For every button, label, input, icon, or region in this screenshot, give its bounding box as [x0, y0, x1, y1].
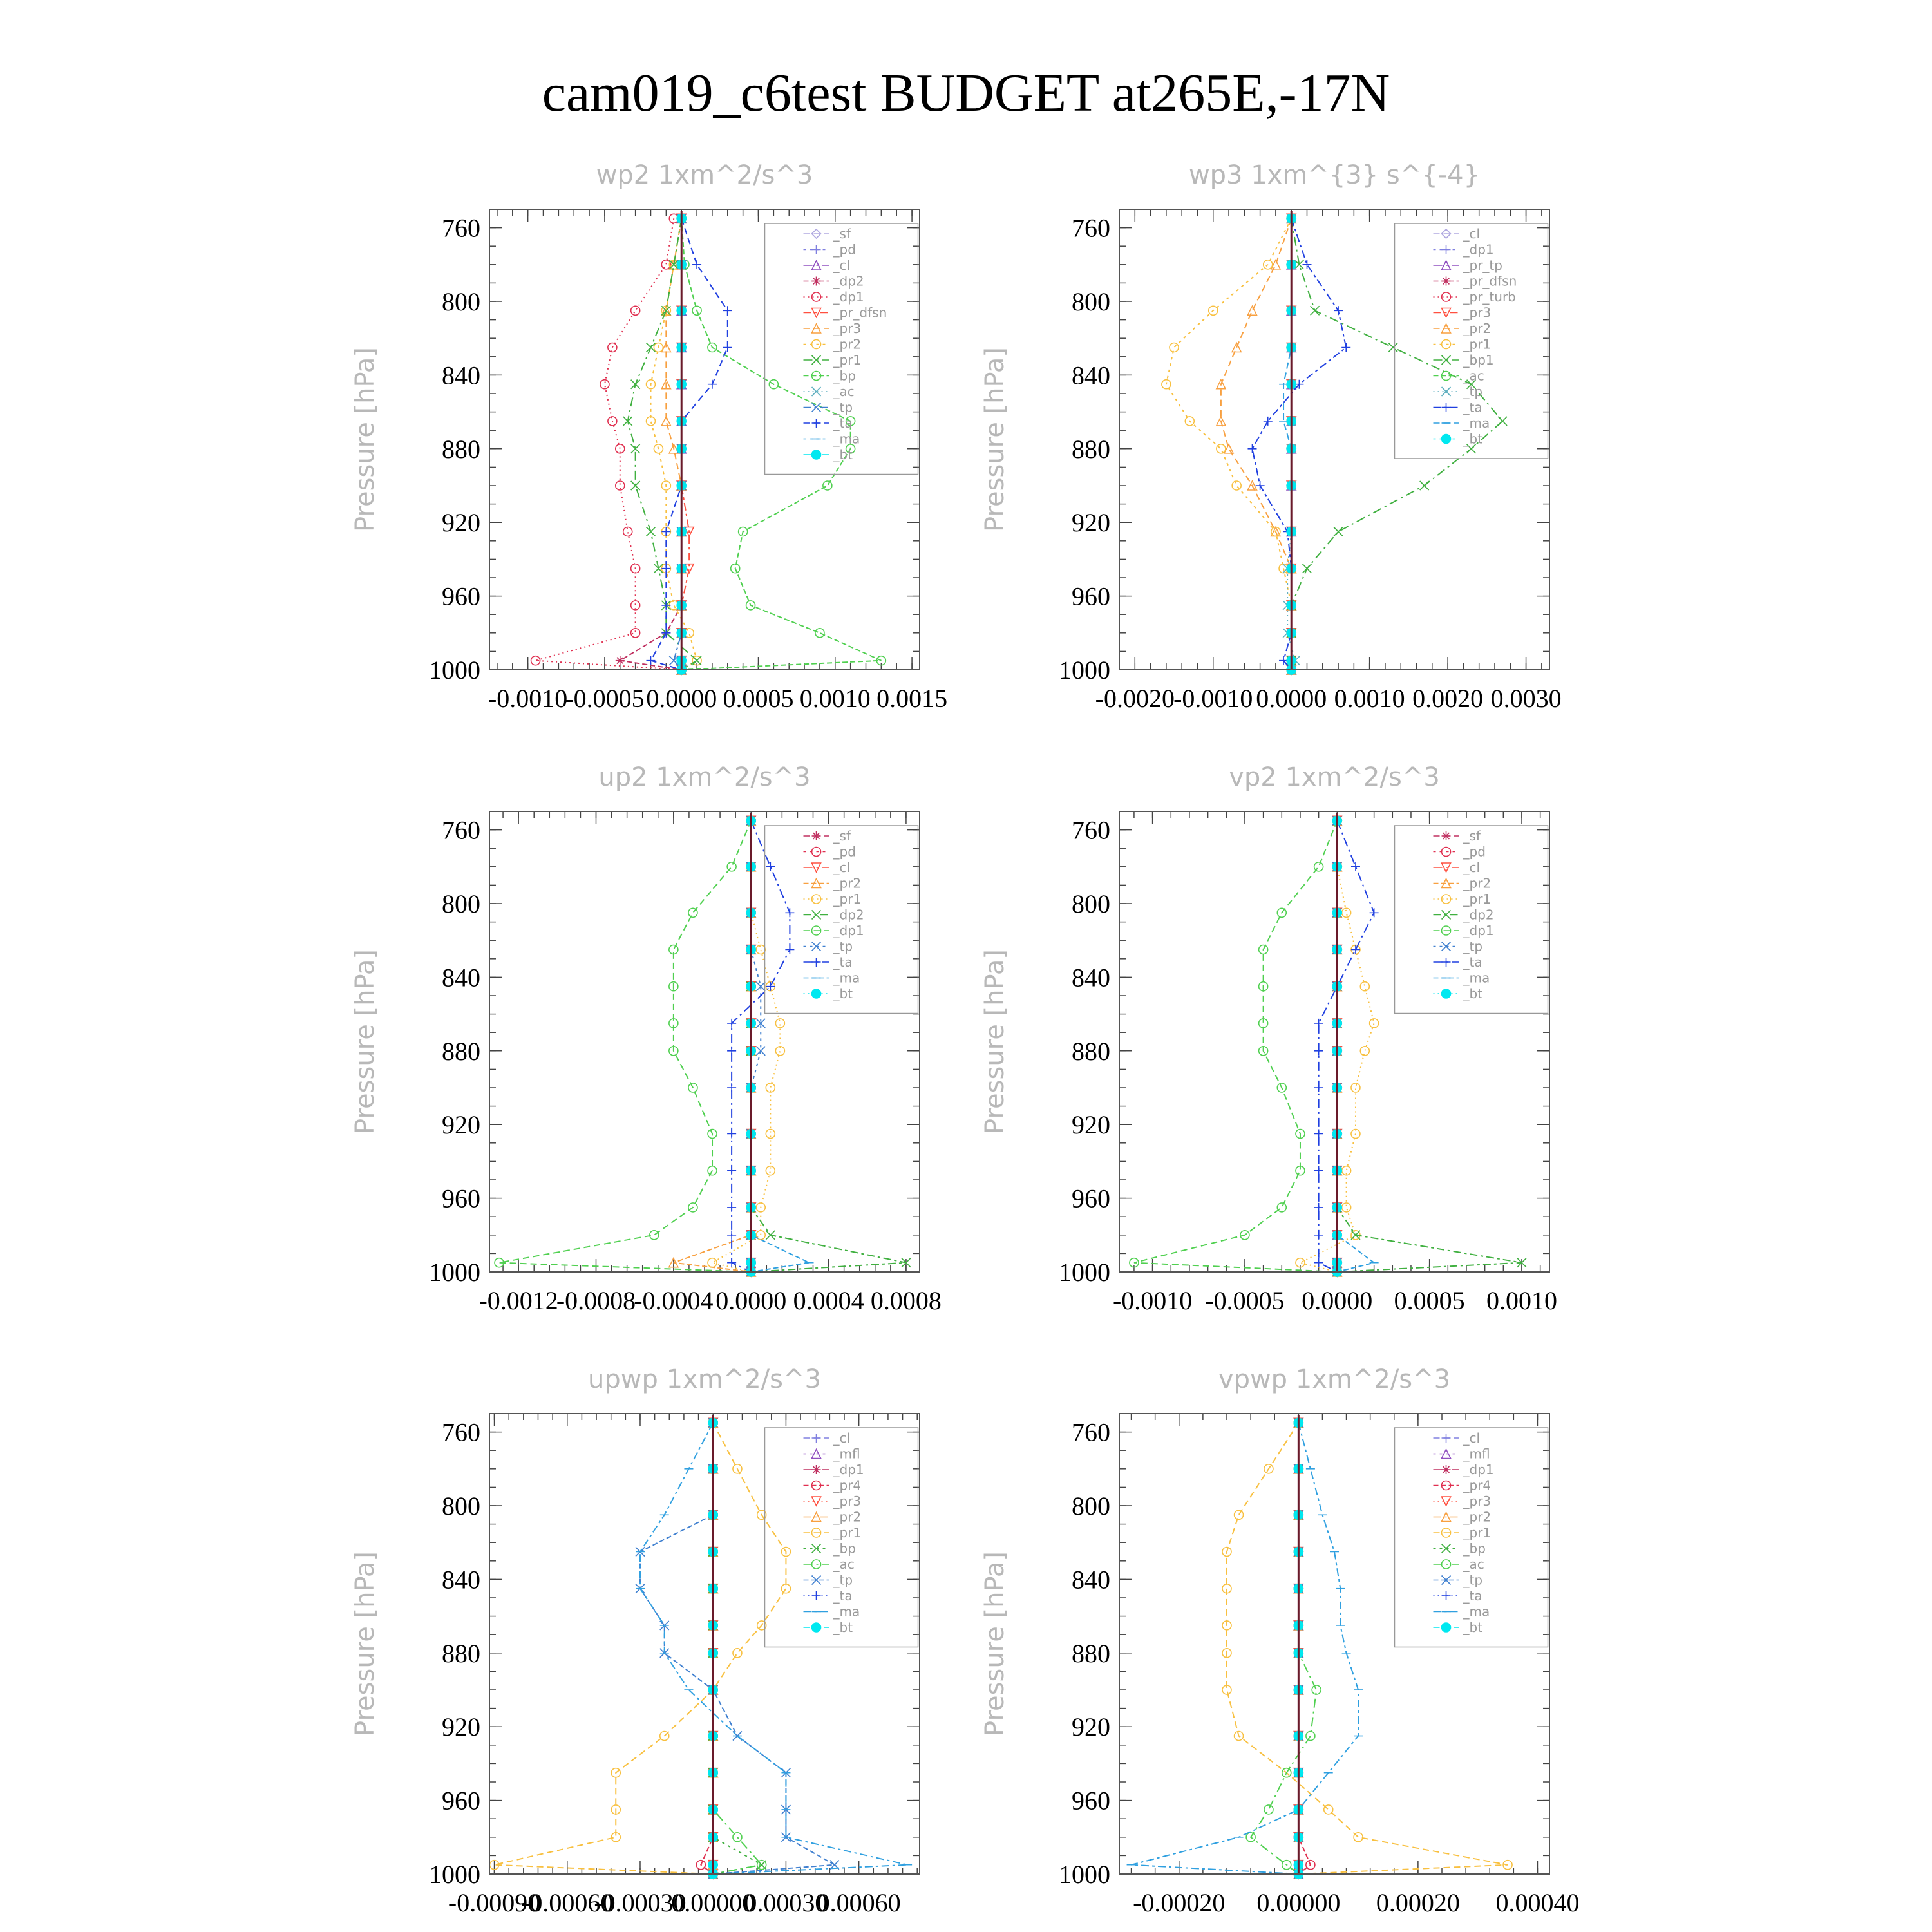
data-point [1498, 417, 1507, 426]
legend-label: _cl [833, 1430, 851, 1446]
y-tick-label: 840 [442, 361, 480, 390]
series-group [1127, 1418, 1513, 1879]
legend-marker [812, 419, 821, 428]
data-point [733, 1833, 742, 1842]
series-group [1162, 214, 1507, 674]
legend-label: _dp1 [1463, 242, 1494, 258]
y-tick-label: 1000 [1059, 1258, 1110, 1287]
y-tick-label: 760 [1072, 815, 1110, 845]
data-point [1334, 527, 1343, 536]
data-point [1170, 343, 1179, 352]
legend-label: _pr2 [1463, 321, 1492, 336]
data-point [1324, 1805, 1333, 1814]
data-point [785, 945, 794, 954]
data-point [1314, 1203, 1323, 1212]
legend-label: _dp2 [1463, 907, 1494, 923]
legend-label: _pd [1463, 844, 1486, 860]
y-tick-label: 920 [442, 508, 480, 538]
y-tick-label: 760 [1072, 213, 1110, 243]
y-tick-label: 840 [442, 963, 480, 992]
legend-marker [812, 1465, 821, 1474]
y-tick-label: 840 [442, 1565, 480, 1595]
legend-label: _pr1 [833, 1525, 862, 1540]
y-axis-label: Pressure [hPa] [980, 949, 1010, 1134]
panel-4 [980, 762, 1557, 1315]
legend-label: _ta [833, 415, 853, 431]
x-tick-label: 0.0010 [799, 684, 871, 713]
data-point [756, 945, 765, 954]
data-point [1370, 908, 1379, 917]
legend-label: _pr2 [833, 875, 862, 891]
legend-label: _pr_tp [1463, 258, 1502, 273]
x-tick-label: -0.0010 [488, 684, 568, 713]
data-point [1314, 1046, 1323, 1056]
legend [765, 826, 918, 1014]
legend-label: _pr1 [1463, 891, 1492, 907]
data-point [623, 417, 632, 426]
legend-marker [1442, 1544, 1451, 1553]
data-point [1302, 260, 1311, 269]
legend [765, 1428, 918, 1647]
legend-label: _dp2 [833, 907, 864, 923]
y-tick-label: 920 [442, 1110, 480, 1140]
legend-label: _pr1 [1463, 1525, 1492, 1540]
legend-label: _bp [833, 368, 856, 384]
data-point [1370, 1019, 1379, 1028]
y-tick-label: 880 [1072, 1036, 1110, 1066]
legend-label: _dp1 [833, 289, 864, 305]
legend-label: _mfl [1463, 1446, 1490, 1462]
y-axis-label: Pressure [hPa] [980, 1551, 1010, 1736]
y-tick-label: 1000 [429, 1860, 480, 1889]
panel-3 [350, 762, 942, 1315]
legend [765, 223, 918, 475]
x-tick-label: -0.00060 [521, 1888, 614, 1917]
x-tick-label: 0.0015 [876, 684, 948, 713]
data-point [631, 629, 640, 638]
data-point [608, 417, 617, 426]
y-tick-label: 1000 [1059, 1860, 1110, 1889]
legend-label: _bp1 [1463, 352, 1494, 368]
data-point [727, 1166, 736, 1175]
legend-label: _pr2 [833, 336, 862, 352]
series-line-ta [1252, 218, 1346, 670]
legend-label: _ma [833, 1604, 860, 1620]
panel-title: upwp 1xm^2/s^3 [588, 1365, 821, 1394]
legend-label: _ac [1463, 1557, 1484, 1572]
y-axis-label: Pressure [hPa] [350, 949, 380, 1134]
legend-label: _bp [1463, 1540, 1486, 1557]
data-point [727, 1130, 736, 1139]
x-tick-label: 0.0000 [1256, 684, 1327, 713]
y-tick-label: 920 [442, 1712, 480, 1742]
legend-label: _bt [1463, 1620, 1483, 1635]
y-axis-label: Pressure [hPa] [350, 1551, 380, 1736]
legend-marker [812, 1623, 821, 1632]
panel-title: vpwp 1xm^2/s^3 [1218, 1365, 1451, 1394]
legend-marker [1442, 403, 1451, 412]
data-point [647, 417, 656, 426]
legend-label: _sf [1463, 828, 1481, 844]
x-tick-label: 0.0000 [646, 684, 717, 713]
panel-title: wp2 1xm^2/s^3 [596, 160, 813, 190]
legend-label: _pr3 [1463, 305, 1492, 321]
legend-label: _dp2 [833, 273, 864, 289]
x-tick-label: 0.0010 [1334, 684, 1405, 713]
data-point [1232, 481, 1241, 490]
x-tick-label: -0.0005 [1205, 1286, 1285, 1315]
legend-label: _tp [833, 399, 853, 415]
legend-label: _dp1 [833, 1462, 864, 1477]
legend-label: _ma [1463, 1604, 1490, 1620]
data-point [1314, 1130, 1323, 1139]
series-line-pr2 [1221, 218, 1291, 670]
y-tick-label: 800 [1072, 1492, 1110, 1520]
panel-6 [980, 1365, 1579, 1917]
series-line-ma [640, 1423, 907, 1874]
data-point [1256, 481, 1265, 490]
data-point [708, 380, 717, 389]
panel-2 [980, 160, 1562, 713]
series-line-dp1 [499, 820, 751, 1272]
legend-label: _ma [1463, 970, 1490, 986]
legend-label: _tp [1463, 1572, 1483, 1588]
legend-marker [812, 1434, 821, 1443]
legend-label: _dp1 [1463, 923, 1494, 938]
x-tick-label: 0.00040 [1495, 1888, 1580, 1917]
data-point [616, 656, 625, 665]
x-tick-label: -0.0010 [1173, 684, 1253, 713]
legend-label: _sf [833, 828, 851, 844]
legend [1395, 1428, 1548, 1647]
legend-label: _cl [1463, 226, 1481, 242]
legend-marker [812, 245, 821, 254]
legend-label: _bt [833, 986, 853, 1001]
y-tick-label: 840 [1072, 963, 1110, 992]
x-tick-label: -0.0010 [1112, 1286, 1193, 1315]
legend-label: _cl [833, 860, 851, 875]
legend-marker [1442, 355, 1451, 365]
legend-marker [812, 1591, 821, 1600]
y-tick-label: 760 [442, 815, 480, 845]
data-point [1360, 1046, 1369, 1056]
data-point [631, 481, 640, 490]
legend-label: _dp1 [1463, 1462, 1494, 1477]
data-point [723, 343, 732, 352]
y-tick-label: 760 [1072, 1417, 1110, 1447]
y-tick-label: 800 [442, 1492, 480, 1520]
y-tick-label: 880 [442, 434, 480, 464]
data-point [723, 306, 732, 315]
legend-label: _pr1 [833, 891, 862, 907]
data-point [1247, 306, 1256, 315]
legend-marker [812, 942, 821, 951]
legend-marker [812, 958, 821, 967]
data-point [631, 444, 640, 453]
data-point [727, 1231, 736, 1240]
x-tick-label: -0.0008 [556, 1286, 636, 1315]
data-point [1360, 982, 1369, 991]
data-point [727, 1258, 736, 1267]
y-tick-label: 880 [442, 1036, 480, 1066]
legend-label: _pr2 [1463, 1509, 1492, 1525]
x-tick-label: -0.00030 [594, 1888, 687, 1917]
legend-label: _pr3 [833, 1493, 862, 1509]
data-point [756, 1046, 765, 1056]
legend-label: _ma [1463, 415, 1490, 431]
legend-marker [812, 355, 821, 365]
legend-label: _ma [833, 431, 860, 447]
y-tick-label: 800 [442, 889, 480, 918]
series-line-dp2 [751, 820, 906, 1272]
panel-title: up2 1xm^2/s^3 [598, 762, 811, 792]
data-point [1388, 343, 1397, 352]
y-tick-label: 800 [442, 287, 480, 316]
legend-label: _bt [1463, 986, 1483, 1001]
y-tick-label: 800 [1072, 287, 1110, 316]
y-tick-label: 920 [1072, 1110, 1110, 1140]
data-point [688, 908, 697, 917]
series-line-dp1 [1134, 820, 1337, 1272]
legend-label: _pr3 [1463, 1493, 1492, 1509]
data-point [1247, 444, 1256, 453]
legend-marker [812, 277, 821, 286]
x-tick-label: 0.00000 [671, 1888, 755, 1917]
data-point [1314, 1166, 1323, 1175]
data-point [1311, 306, 1320, 315]
legend-marker [1442, 958, 1451, 967]
legend-marker [1442, 1465, 1451, 1474]
data-point [727, 1083, 736, 1092]
x-tick-label: -0.0004 [634, 1286, 714, 1315]
data-point [1314, 862, 1323, 871]
legend-marker [812, 989, 821, 998]
x-tick-label: 0.00030 [744, 1888, 828, 1917]
data-point [823, 481, 832, 490]
data-point [692, 260, 701, 269]
data-point [766, 862, 775, 871]
data-point [775, 1019, 784, 1028]
y-axis-label: Pressure [hPa] [980, 347, 1010, 532]
legend-marker [1442, 831, 1451, 840]
x-tick-label: 0.0030 [1490, 684, 1562, 713]
y-tick-label: 800 [1072, 889, 1110, 918]
legend-marker [1442, 245, 1451, 254]
legend-label: _ac [833, 1557, 855, 1572]
data-point [1264, 1805, 1273, 1814]
legend-marker [1442, 1623, 1451, 1632]
legend-label: _ta [833, 1588, 853, 1604]
legend-marker [1442, 942, 1451, 951]
panel-1 [350, 160, 947, 713]
figure-title: cam019_c6test BUDGET at265E,-17N [542, 63, 1390, 123]
y-tick-label: 960 [1072, 582, 1110, 611]
data-point [1302, 564, 1311, 573]
legend-label: _bt [1463, 431, 1483, 447]
data-point [1314, 1083, 1323, 1092]
legend-marker [1442, 277, 1451, 286]
panel-title: wp3 1xm^{3} s^{-4} [1188, 160, 1481, 190]
legend-marker [1442, 1591, 1451, 1600]
data-point [727, 1046, 736, 1056]
legend-label: _pr2 [833, 1509, 862, 1525]
data-point [1342, 1203, 1351, 1212]
data-point [1312, 1685, 1321, 1694]
y-tick-label: 960 [1072, 1786, 1110, 1815]
legend-marker [812, 1544, 821, 1553]
legend-label: _dp1 [833, 923, 864, 938]
data-point [1235, 1510, 1244, 1519]
data-point [600, 380, 609, 389]
legend-marker [1442, 989, 1451, 998]
x-tick-label: 0.0008 [870, 1286, 942, 1315]
data-point [631, 380, 640, 389]
data-point [1314, 1231, 1323, 1240]
legend-label: _pr4 [1463, 1477, 1492, 1493]
data-point [1217, 444, 1226, 453]
panel-5 [350, 1365, 920, 1917]
data-point [1277, 1203, 1286, 1212]
legend-label: _pr4 [833, 1477, 862, 1493]
legend-label: _pr_turb [1463, 289, 1516, 305]
y-tick-label: 880 [442, 1638, 480, 1668]
legend-label: _tp [1463, 384, 1483, 399]
data-point [1351, 862, 1360, 871]
x-tick-label: 0.00020 [1376, 1888, 1460, 1917]
legend-label: _cl [1463, 1430, 1481, 1446]
data-point [631, 306, 640, 315]
y-tick-label: 960 [442, 582, 480, 611]
data-point [785, 908, 794, 917]
data-point [781, 1584, 790, 1593]
legend-label: _ta [1463, 399, 1482, 415]
panels [350, 160, 1579, 1917]
legend-label: _ta [1463, 954, 1482, 970]
y-tick-label: 960 [442, 1786, 480, 1815]
y-tick-label: 880 [1072, 1638, 1110, 1668]
x-tick-label: 0.0005 [723, 684, 794, 713]
legend-marker [1442, 435, 1451, 444]
data-point [647, 656, 656, 665]
legend-label: _pr2 [1463, 875, 1492, 891]
legend-marker [812, 450, 821, 459]
x-tick-label: -0.00020 [1133, 1888, 1226, 1917]
legend-marker [812, 911, 821, 920]
legend-label: _pr1 [833, 352, 862, 368]
y-tick-label: 760 [442, 213, 480, 243]
x-tick-label: -0.0020 [1095, 684, 1175, 713]
y-tick-label: 840 [1072, 361, 1110, 390]
legend-label: _pd [833, 242, 856, 258]
x-tick-label: 0.00060 [817, 1888, 901, 1917]
x-tick-label: -0.00090 [448, 1888, 541, 1917]
legend-label: _tp [1463, 938, 1483, 954]
data-point [1351, 1083, 1360, 1092]
legend-label: _pd [833, 844, 856, 860]
y-tick-label: 920 [1072, 508, 1110, 538]
x-tick-label: -0.0012 [478, 1286, 558, 1315]
legend-label: _bt [833, 1620, 853, 1635]
data-point [708, 1258, 717, 1267]
legend-label: _ac [833, 384, 855, 399]
x-tick-label: 0.0010 [1486, 1286, 1557, 1315]
y-tick-label: 880 [1072, 434, 1110, 464]
y-tick-label: 960 [1072, 1184, 1110, 1213]
y-tick-label: 1000 [429, 1258, 480, 1287]
series-line-pr1 [495, 1423, 786, 1874]
data-point [815, 629, 824, 638]
legend-label: _pr_dfsn [1463, 273, 1517, 289]
data-point [650, 1231, 659, 1240]
data-point [1420, 481, 1429, 490]
legend-label: _cl [833, 258, 851, 273]
legend-label: _sf [833, 226, 851, 242]
x-tick-label: 0.0005 [1394, 1286, 1465, 1315]
legend-label: _bp [833, 1540, 856, 1557]
legend-label: _ta [1463, 1588, 1482, 1604]
data-point [1354, 1833, 1363, 1842]
data-point [733, 1649, 742, 1658]
y-axis-label: Pressure [hPa] [350, 347, 380, 532]
x-tick-label: 0.00000 [1256, 1888, 1341, 1917]
legend-label: _ta [833, 954, 853, 970]
legend-label: _pr3 [833, 321, 862, 336]
legend-label: _ma [833, 970, 860, 986]
data-point [756, 982, 765, 991]
series-line-pr2 [674, 820, 751, 1272]
legend-label: _bt [833, 447, 853, 462]
legend-label: _tp [833, 1572, 853, 1588]
legend-label: _tp [833, 938, 853, 954]
panel-title: vp2 1xm^2/s^3 [1229, 762, 1440, 792]
x-tick-label: 0.0004 [793, 1286, 864, 1315]
legend-label: _mfl [833, 1446, 860, 1462]
x-tick-label: 0.0020 [1412, 684, 1484, 713]
y-tick-label: 840 [1072, 1565, 1110, 1595]
y-tick-label: 1000 [1059, 656, 1110, 685]
series-line-ac [1251, 1423, 1316, 1874]
legend-marker [1442, 1434, 1451, 1443]
x-tick-label: 0.0000 [1302, 1286, 1373, 1315]
data-point [647, 527, 656, 536]
legend-label: _pr_dfsn [833, 305, 887, 321]
x-tick-label: -0.0005 [565, 684, 645, 713]
legend-label: _ac [1463, 368, 1484, 384]
x-tick-label: 0.0000 [715, 1286, 787, 1315]
y-tick-label: 1000 [429, 656, 480, 685]
legend-label: _cl [1463, 860, 1481, 875]
data-point [727, 1203, 736, 1212]
legend [1395, 223, 1548, 459]
legend [1395, 826, 1548, 1014]
legend-marker [812, 831, 821, 840]
y-tick-label: 920 [1072, 1712, 1110, 1742]
data-point [727, 862, 736, 871]
y-tick-label: 760 [442, 1417, 480, 1447]
data-point [1334, 306, 1343, 315]
y-tick-label: 960 [442, 1184, 480, 1213]
legend-marker [1442, 911, 1451, 920]
data-point [1342, 908, 1351, 917]
data-point [1314, 1019, 1323, 1028]
legend-label: _pr1 [1463, 336, 1492, 352]
